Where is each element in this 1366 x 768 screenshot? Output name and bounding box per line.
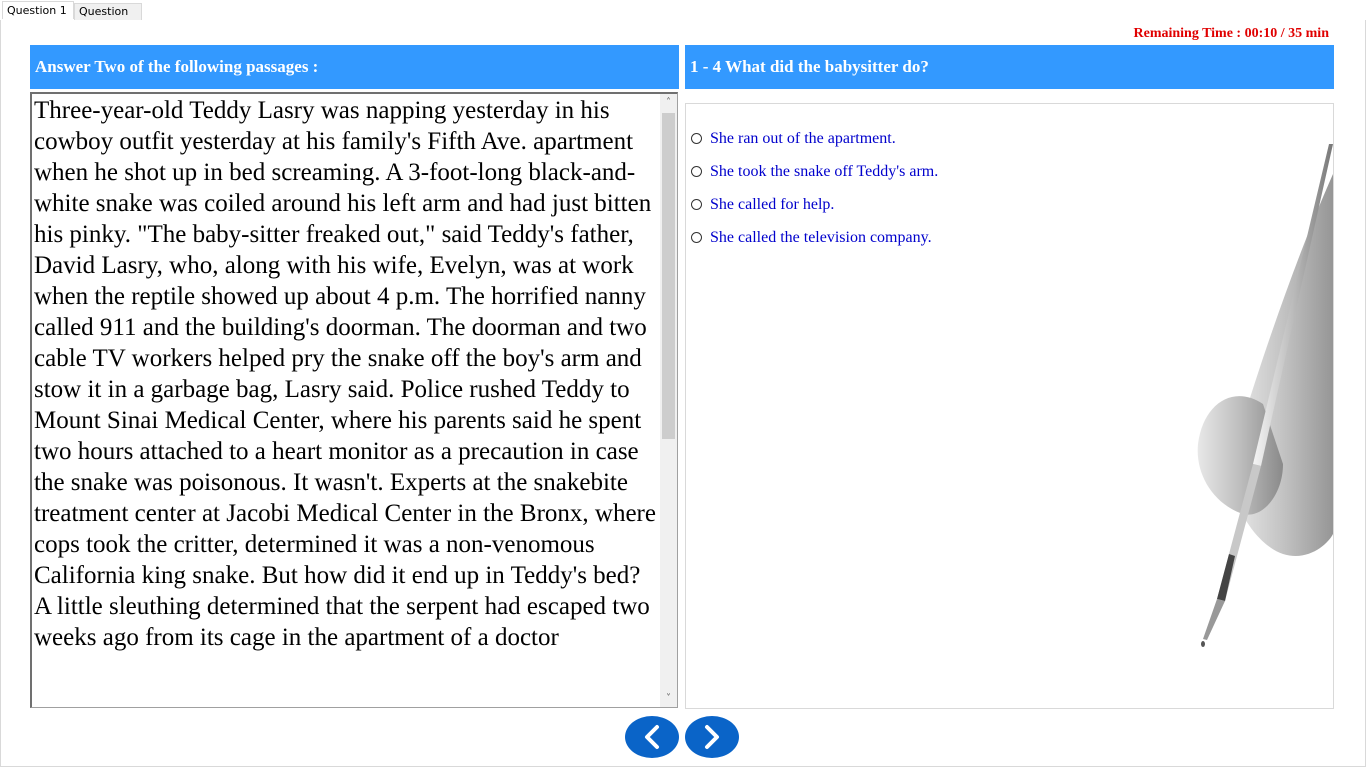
passage-scrollbar[interactable] xyxy=(660,94,677,707)
option-label: She ran out of the apartment. xyxy=(710,129,896,147)
chevron-right-icon xyxy=(701,724,723,750)
passage-header: Answer Two of the following passages : xyxy=(30,45,679,89)
chevron-left-icon xyxy=(641,724,663,750)
previous-button[interactable] xyxy=(625,716,679,758)
option-label: She called for help. xyxy=(710,195,835,213)
option-label: She called the television company. xyxy=(710,228,932,246)
radio-button[interactable] xyxy=(691,232,702,243)
passage-box[interactable] xyxy=(30,92,678,708)
scroll-up-icon[interactable]: ˄ xyxy=(666,97,671,108)
next-button[interactable] xyxy=(685,716,739,758)
hand-holding-pen-image xyxy=(1133,144,1333,704)
passage-text: Three-year-old Teddy Lasry was napping yesterday in his cowboy outfit yesterday at his family's Fifth Ave. apartment when he shot up in bed screaming. A 3-foot-long black-and-white snake was coiled around his left arm and had just bitten his pinky. "The baby-sitter freaked out," said Teddy's father, David Lasry, who, along with his wife, Evelyn, was at work when the reptile showed up about 4 p.m. The horrified nanny called 911 and the building's doorman. The doorman and two cable TV workers helped pry the snake off the boy's arm and stow it in a garbage bag, Lasry said. Police rushed Teddy to Mount Sinai Medical Center, where his parents said he spent two hours attached to a heart monitor as a precaution in case the snake was poisonous. It wasn't. Experts at the snakebite treatment center at Jacobi Medical Center in the Bronx, where cops took the critter, determined it was a non-venomous California king snake. But how did it end up in Teddy's bed? A little sleuthing determined that the serpent had escaped two weeks ago from its cage in the apartment of a doctor xyxy=(34,97,656,651)
tab-question-2[interactable]: Question xyxy=(74,3,142,20)
scroll-down-icon[interactable]: ˅ xyxy=(666,693,671,704)
answer-option[interactable] xyxy=(691,155,938,188)
tab-question-1[interactable]: Question 1 xyxy=(2,1,74,19)
radio-button[interactable] xyxy=(691,199,702,210)
radio-button[interactable] xyxy=(691,166,702,177)
answer-option[interactable] xyxy=(691,122,938,155)
remaining-time: Remaining Time : 00:10 / 35 min xyxy=(1133,26,1329,41)
tab-bar xyxy=(0,0,1366,21)
scroll-thumb[interactable] xyxy=(662,113,675,439)
answer-box xyxy=(685,103,1334,709)
answer-option[interactable] xyxy=(691,188,938,221)
answer-option[interactable] xyxy=(691,221,938,254)
option-label: She took the snake off Teddy's arm. xyxy=(710,162,939,180)
radio-button[interactable] xyxy=(691,133,702,144)
question-header: 1 - 4 What did the babysitter do? xyxy=(685,45,1334,89)
answer-options xyxy=(691,122,938,254)
